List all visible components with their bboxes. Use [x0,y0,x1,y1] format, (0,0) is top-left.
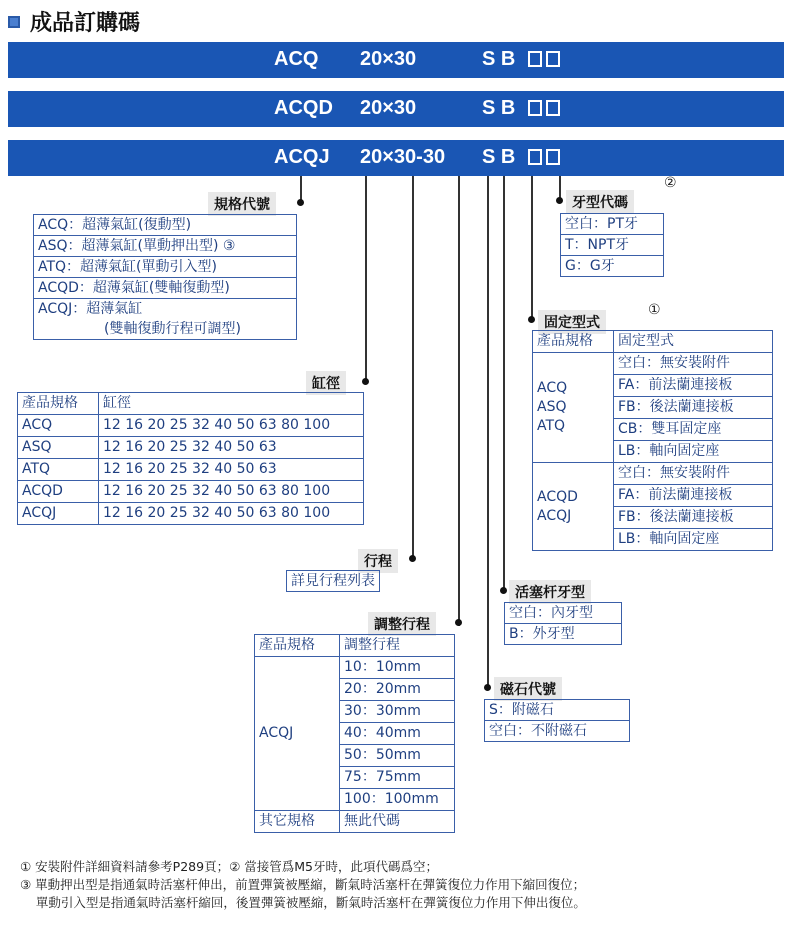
connector-line [503,176,505,590]
title-square-icon [8,16,20,28]
list-item: ACQJ：超薄氣缸 [38,301,143,317]
table-row: 其它規格 無此代碼 [255,811,455,833]
connector-line [531,176,533,320]
table-row: CB：雙耳固定座 [533,419,773,441]
bar-size: 20×30 [360,48,417,70]
bar-model: ACQJ [274,146,330,168]
connector-dot [297,199,304,206]
blank-box-icon [528,149,542,165]
bar-code: S B [482,48,516,70]
connector-line [365,176,367,382]
thread-code-label: 牙型代碼 [566,190,634,214]
list-item: T：NPT牙 [561,235,663,256]
bar-size: 20×30 [360,97,417,119]
adjust-stroke-label: 調整行程 [368,612,436,636]
table-row: FA：前法蘭連接板 [533,375,773,397]
table-row: FB：後法蘭連接板 [533,397,773,419]
magnet-code-list [484,699,630,742]
list-item: 空白：PT牙 [561,214,663,235]
table-row: ACQD ACQJ 空白：無安裝附件 [533,463,773,485]
blank-box-icon [546,100,560,116]
magnet-code-label: 磁石代號 [494,677,562,701]
table-row: ACQD 12 16 20 25 32 40 50 63 80 100 [18,481,364,503]
bar-model: ACQ [274,48,319,70]
stroke-label: 行程 [358,549,398,573]
connector-line [487,176,489,686]
order-code-bar-acqd [8,91,784,127]
mount-type-table [532,330,773,551]
table-row: FB：後法蘭連接板 [533,507,773,529]
table-row: FA：前法蘭連接板 [533,485,773,507]
rod-thread-list [504,602,622,645]
table-row: 30：30mm [255,701,455,723]
bar-code: S B [482,97,516,119]
order-code-bar-acqj [8,140,784,176]
connector-dot [362,378,369,385]
blank-box-icon [546,51,560,67]
connector-dot [484,684,491,691]
table-row: ACQJ 10：10mm [255,657,455,679]
table-row: 100：100mm [255,789,455,811]
spec-code-list [33,214,297,340]
list-item: 空白：內牙型 [505,603,621,624]
bar-model: ACQD [274,97,333,119]
table-row: ACQ ASQ ATQ 空白：無安裝附件 [533,353,773,375]
table-row: ASQ 12 16 20 25 32 40 50 63 [18,437,364,459]
mount-type-label: 固定型式 [538,310,606,334]
list-item: 空白：不附磁石 [489,723,587,739]
connector-line [458,176,460,626]
table-row: 75：75mm [255,767,455,789]
list-item: B：外牙型 [509,626,575,642]
bar-size: 20×30-30 [360,146,446,168]
blank-box-icon [528,100,542,116]
table-row: LB：軸向固定座 [533,529,773,551]
stroke-text: 詳見行程列表 [291,573,375,589]
footnotes [20,858,586,912]
table-row: 40：40mm [255,723,455,745]
table-row: ACQ 12 16 20 25 32 40 50 63 80 100 [18,415,364,437]
connector-line [412,176,414,558]
list-item: ATQ：超薄氣缸(單動引入型) [34,257,296,278]
spec-code-label: 規格代號 [208,192,276,216]
stroke-box [286,570,380,592]
table-row: ATQ 12 16 20 25 32 40 50 63 [18,459,364,481]
connector-dot [500,587,507,594]
bar-code: S B [482,146,516,168]
table-header-row: 產品規格 缸徑 [18,393,364,415]
connector-dot [455,619,462,626]
thread-code-list [560,213,664,277]
order-code-bar-acq [8,42,784,78]
table-row: 20：20mm [255,679,455,701]
footnote: ③ 單動押出型是指通氣時活塞杆伸出，前置彈簧被壓縮，斷氣時活塞杆在彈簧復位力作用下縮回復位； [20,877,586,892]
table-header-row: 產品規格 調整行程 [255,635,455,657]
rod-thread-label: 活塞杆牙型 [509,580,591,604]
table-header-row: 產品規格 固定型式 [533,331,773,353]
note-marker: ① [648,302,661,318]
connector-dot [556,197,563,204]
footnote: 單動引入型是指通氣時活塞杆縮回，後置彈簧被壓縮，斷氣時活塞杆在彈簧復位力作用下伸出復位。 [20,895,586,910]
list-item: G：G牙 [565,258,615,274]
list-item: ACQ：超薄氣缸(復動型) [34,215,296,236]
table-row: 50：50mm [255,745,455,767]
connector-dot [528,316,535,323]
table-row: LB：軸向固定座 [533,441,773,463]
bore-label: 缸徑 [306,371,346,395]
footnote: ① 安裝附件詳細資料請參考P289頁；② 當接管爲M5牙時，此項代碼爲空； [20,859,438,874]
table-row: ACQJ 12 16 20 25 32 40 50 63 80 100 [18,503,364,525]
blank-box-icon [546,149,560,165]
list-item: ACQD：超薄氣缸(雙軸復動型) [34,278,296,299]
list-item: (雙軸復動行程可調型) [104,321,241,337]
adjust-stroke-table [254,634,455,833]
list-item: S：附磁石 [485,700,629,721]
page-title: 成品訂購碼 [8,6,140,37]
blank-box-icon [528,51,542,67]
list-item: ASQ：超薄氣缸(單動押出型) ③ [34,236,296,257]
bore-table [17,392,364,525]
connector-dot [409,555,416,562]
note-marker: ② [664,175,677,191]
